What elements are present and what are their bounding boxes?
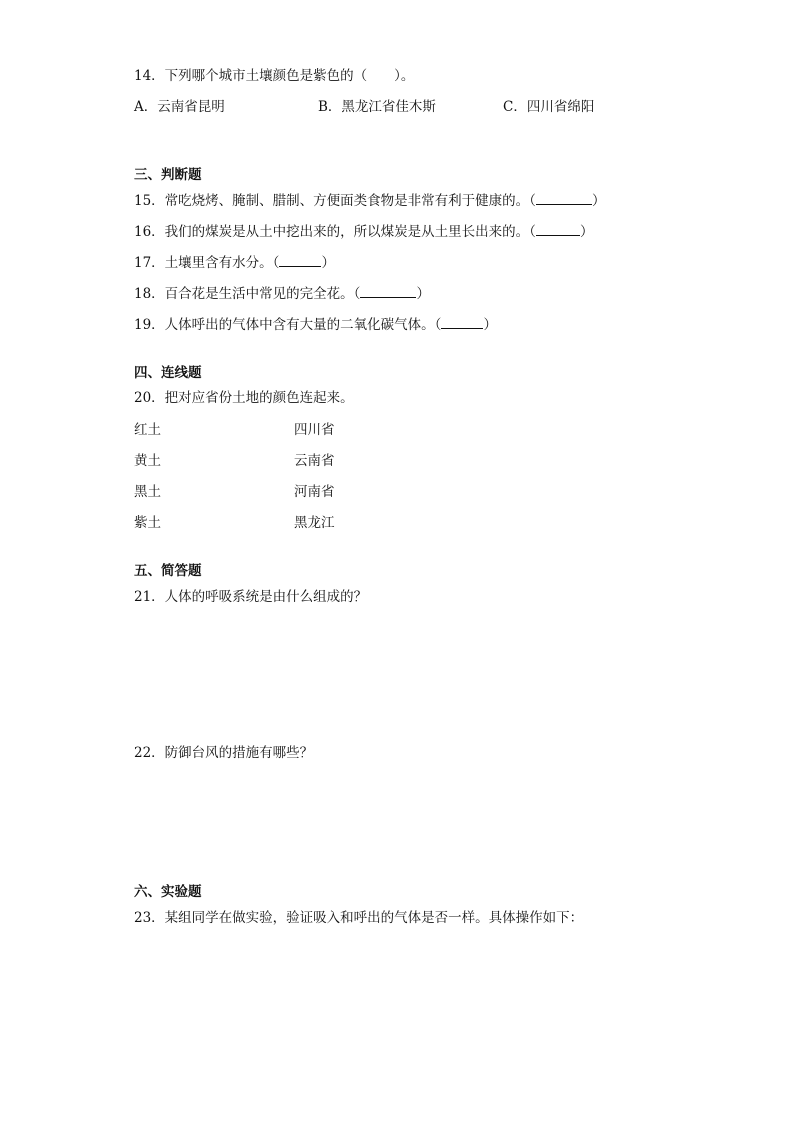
question-19-close: ） <box>483 317 497 333</box>
question-18 <box>134 285 430 303</box>
question-14-option-b: B．黑龙江省佳木斯 <box>318 99 436 115</box>
section-5-title: 五、简答题 <box>134 563 202 579</box>
question-17-text: 17．土壤里含有水分。（ <box>134 255 280 271</box>
question-23: 23．某组同学在做实验，验证吸入和呼出的气体是否一样。具体操作如下： <box>134 910 584 926</box>
match-left-item[interactable]: 红土 <box>134 422 161 438</box>
match-left-item[interactable]: 紫土 <box>134 515 161 531</box>
answer-blank[interactable] <box>536 192 592 205</box>
match-right-item[interactable]: 四川省 <box>294 422 335 438</box>
question-17-close: ） <box>321 255 335 271</box>
match-right-item[interactable]: 河南省 <box>294 484 335 500</box>
question-17 <box>134 254 335 272</box>
section-4-title: 四、连线题 <box>134 365 202 381</box>
question-15-text: 15．常吃烧烤、腌制、腊制、方便面类食物是非常有利于健康的。（ <box>134 193 536 209</box>
match-left-item[interactable]: 黄土 <box>134 453 161 469</box>
question-15-close: ） <box>591 193 606 209</box>
question-18-close: ） <box>416 286 430 302</box>
question-19 <box>134 316 497 334</box>
answer-blank[interactable] <box>441 316 483 329</box>
question-21: 21．人体的呼吸系统是由什么组成的？ <box>134 589 368 605</box>
answer-blank[interactable] <box>536 223 580 236</box>
match-right-item[interactable]: 云南省 <box>294 453 335 469</box>
section-6-title: 六、实验题 <box>134 884 202 900</box>
question-20-stem: 20．把对应省份土地的颜色连起来。 <box>134 390 354 406</box>
question-14-stem: 14．下列哪个城市土壤颜色是紫色的（ ）。 <box>134 68 415 84</box>
question-19-text: 19．人体呼出的气体中含有大量的二氧化碳气体。（ <box>134 317 442 333</box>
question-14-option-c: C．四川省绵阳 <box>503 99 595 115</box>
answer-blank[interactable] <box>279 254 321 267</box>
question-18-text: 18．百合花是生活中常见的完全花。（ <box>134 286 361 302</box>
question-22: 22．防御台风的措施有哪些？ <box>134 745 314 761</box>
section-3-title: 三、判断题 <box>134 167 202 183</box>
answer-blank[interactable] <box>360 285 416 298</box>
question-16-close: ） <box>579 224 594 240</box>
question-16-text: 16．我们的煤炭是从土中挖出来的，所以煤炭是从土里长出来的。（ <box>134 224 536 240</box>
question-14-option-a: A．云南省昆明 <box>134 99 225 115</box>
question-16 <box>134 223 593 241</box>
match-left-item[interactable]: 黑土 <box>134 484 161 500</box>
question-15 <box>134 192 605 210</box>
match-right-item[interactable]: 黑龙江 <box>294 515 335 531</box>
